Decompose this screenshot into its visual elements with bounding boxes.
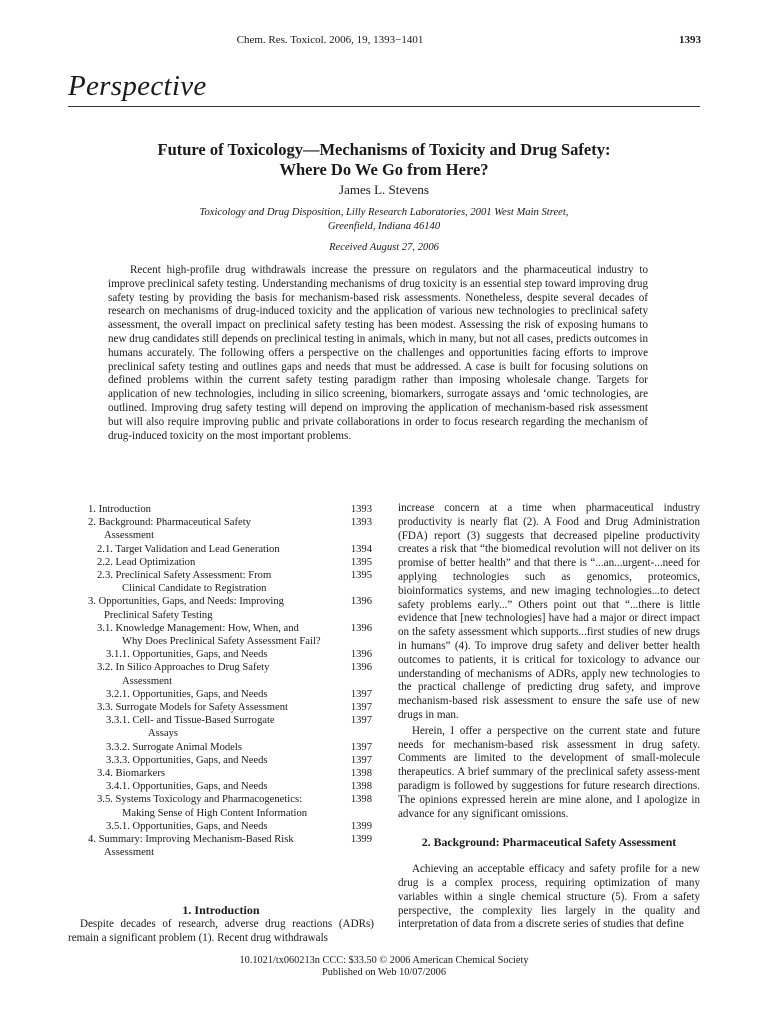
affiliation-line-1: Toxicology and Drug Disposition, Lilly Research Laboratories, 2001 West Main Street, bbox=[199, 207, 569, 218]
toc-entry-title: 3.5. Systems Toxicology and Pharmacogenetics: bbox=[97, 794, 303, 806]
toc-entry bbox=[88, 780, 372, 793]
section-label: Perspective bbox=[68, 70, 207, 102]
toc-entry-title: 2.3. Preclinical Safety Assessment: From bbox=[97, 570, 272, 582]
toc-entry-title: 3.1.1. Opportunities, Gaps, and Needs bbox=[106, 649, 268, 661]
toc-entry-title: 3.5.1. Opportunities, Gaps, and Needs bbox=[106, 820, 268, 832]
toc-entry-title: 2. Background: Pharmaceutical Safety bbox=[88, 517, 251, 529]
author: James L. Stevens bbox=[339, 182, 429, 197]
toc-entry-page: 1396 bbox=[350, 622, 372, 634]
toc-entry-title-continued: Assays bbox=[148, 728, 179, 740]
toc-entry-page: 1398 bbox=[350, 768, 372, 780]
toc-entry-page: 1398 bbox=[350, 781, 372, 793]
toc-entry bbox=[88, 820, 372, 833]
title-line-1: Future of Toxicology—Mechanisms of Toxicity and Drug Safety: bbox=[157, 140, 611, 159]
toc-entry bbox=[88, 595, 372, 621]
toc-entry bbox=[88, 622, 372, 648]
toc-entry-title: 4. Summary: Improving Mechanism-Based Risk bbox=[88, 834, 294, 846]
toc-entry-page: 1397 bbox=[350, 741, 372, 753]
article-title bbox=[68, 140, 700, 180]
toc-entry-page: 1399 bbox=[350, 820, 372, 832]
toc-entry bbox=[88, 754, 372, 767]
toc-entry-page: 1396 bbox=[350, 649, 372, 661]
toc-entry-title-continued: Clinical Candidate to Registration bbox=[122, 583, 267, 595]
toc-entry-title-continued: Assessment bbox=[122, 675, 173, 687]
toc-entry-title: 1. Introduction bbox=[88, 504, 151, 515]
toc-entry-title: 3.2. In Silico Approaches to Drug Safety bbox=[97, 662, 270, 674]
toc-entry bbox=[88, 793, 372, 819]
toc-entry-title-continued: Assessment bbox=[104, 530, 155, 542]
toc-entry bbox=[88, 701, 372, 714]
toc-entry bbox=[88, 688, 372, 701]
toc-entry bbox=[88, 767, 372, 780]
affiliation-line-2: Greenfield, Indiana 46140 bbox=[327, 221, 441, 232]
footer bbox=[68, 955, 700, 980]
toc-entry bbox=[88, 661, 372, 687]
toc-entry-title: 3. Opportunities, Gaps, and Needs: Improving bbox=[88, 596, 284, 608]
toc-entry-title-continued: Why Does Preclinical Safety Assessment Fail? bbox=[122, 636, 321, 648]
toc-entry-title: 3.4.1. Opportunities, Gaps, and Needs bbox=[106, 781, 268, 793]
footer-doi-copyright: 10.1021/tx060213n CCC: $33.50 © 2006 American Chemical Society bbox=[239, 955, 529, 966]
toc-entry-page: 1395 bbox=[350, 556, 372, 568]
right-column bbox=[398, 502, 700, 932]
toc-entry-title: 3.1. Knowledge Management: How, When, and bbox=[97, 622, 299, 634]
introduction-text: Despite decades of research, adverse drug reactions (ADRs) remain a significant problem (1). Recent drug withdrawals bbox=[68, 918, 374, 944]
toc-entry-title-continued: Assessment bbox=[104, 847, 155, 859]
toc-entry bbox=[88, 648, 372, 661]
toc-entry-page: 1396 bbox=[350, 596, 372, 608]
toc-entry-title: 3.2.1. Opportunities, Gaps, and Needs bbox=[106, 688, 268, 700]
toc-entry-page: 1397 bbox=[350, 702, 372, 714]
section-2-heading: 2. Background: Pharmaceutical Safety Assessment bbox=[421, 835, 677, 850]
received-date: Received August 27, 2006 bbox=[329, 242, 439, 253]
toc-entry-page: 1397 bbox=[350, 715, 372, 727]
toc-entry bbox=[88, 503, 372, 516]
toc-entry-title: 3.3.2. Surrogate Animal Models bbox=[106, 741, 242, 753]
body-paragraph: Achieving an acceptable efficacy and safety profile for a new drug is a complex process, requiring optimization of many variables within a single chemical structure (5). From a safety perspective, the complexity lies largely in the quality and interpretation of data from a discrete series of studies that define bbox=[398, 863, 700, 931]
toc-entry-title-continued: Making Sense of High Content Information bbox=[122, 807, 308, 819]
header-rule bbox=[68, 106, 700, 107]
table-of-contents bbox=[88, 503, 372, 859]
toc-entry-page: 1398 bbox=[350, 794, 372, 806]
abstract: Recent high-profile drug withdrawals increase the pressure on regulators and the pharmaceutical industry to improve preclinical safety testing. Understanding mechanisms of drug toxicity is an essential step toward improving drug safety testing by providing the basis for mechanism-based risk assessments. Nonetheless, despite several decades of research on mechanisms of drug-induced toxicity and the application of various new technologies to preclinical safety assessment, the overall impact on preclinical safety testing has been modest. Assessing the risk of exposing humans to new drug candidates still depends on preclinical testing in animals, which in many, but not all cases, predicts outcomes in humans accurately. The following offers a perspective on the challenges and opportunities facing efforts to improve preclinical safety testing and outlines gaps and needs that must be addressed. A case is built for focusing solutions on defined problems within the current safety testing paradigm rather than imposing wholesale change. Targets for application of new technologies, including in silico screening, biomarkers, surrogate assays and ‘omic technologies, are outlined. Improving drug safety testing will depend on improving the application of mechanism-based risk assessment but will also require improving public and private collaborations in order to focus research regarding the mechanism of drug-induced toxicity on the most important problems. bbox=[108, 264, 648, 442]
toc-entry bbox=[88, 714, 372, 740]
toc-entry-title: 2.1. Target Validation and Lead Generation bbox=[97, 543, 280, 555]
body-paragraph: Herein, I offer a perspective on the current state and future needs for mechanism-based risk assessment in drug safety. Comments are limited to the development of small-molecule therapeutics. A brief summary of the preclinical safety assess-ment paradigm is followed by suggestions for future research directions. The opinions expressed herein are mine alone, and I apologize in advance for any significant omissions. bbox=[398, 724, 700, 820]
toc-entry-title: 3.3.3. Opportunities, Gaps, and Needs bbox=[106, 754, 268, 766]
toc-entry-page: 1397 bbox=[350, 688, 372, 700]
toc-entry-title: 3.3.1. Cell- and Tissue-Based Surrogate bbox=[106, 715, 275, 727]
toc-entry-page: 1396 bbox=[350, 662, 372, 674]
introduction-heading: 1. Introduction bbox=[182, 903, 260, 917]
toc-entry bbox=[88, 741, 372, 754]
body-paragraph: increase concern at a time when pharmaceutical industry productivity is nearly flat (2). A Food and Drug Administration (FDA) report (3) suggests that decreased pipeline productivity creates a risk that “the biomedical revolution will not deliver on its promise of better health” and that there is “...an...urgent-...need for applying technologies such as genomics, proteomics, bioinformatics systems, and new imaging technologies...to detect safety problems early...” Others point out that “...there is little evidence that [new technologies] have had a major or direct impact on the safety assessment which supports...first studies of new drugs in humans” (4). To improve drug safety and deliver better health outcomes to patients, it is critical for toxicology to advance our understanding of mechanisms of ADRs, apply new technologies to the practical challenge of predicting drug safety, and improve mechanism-based risk assessment to ensure the safe use of new drugs in man. bbox=[398, 502, 700, 721]
toc-entry-page: 1397 bbox=[350, 754, 372, 766]
toc-entry-page: 1393 bbox=[350, 504, 372, 515]
toc-entry-page: 1393 bbox=[350, 517, 372, 529]
footer-published: Published on Web 10/07/2006 bbox=[322, 967, 446, 979]
toc-entry-title: 3.4. Biomarkers bbox=[97, 768, 165, 780]
toc-entry-title: 3.3. Surrogate Models for Safety Assessment bbox=[97, 702, 288, 714]
title-line-2: Where Do We Go from Here? bbox=[279, 160, 489, 179]
toc-entry-title-continued: Preclinical Safety Testing bbox=[104, 609, 213, 621]
page-number: 1393 bbox=[679, 34, 701, 46]
affiliation bbox=[68, 206, 700, 234]
toc-entry bbox=[88, 569, 372, 595]
journal-reference: Chem. Res. Toxicol. 2006, 19, 1393−1401 bbox=[236, 34, 424, 46]
toc-entry bbox=[88, 556, 372, 569]
toc-entry-page: 1394 bbox=[350, 543, 372, 555]
toc-entry bbox=[88, 833, 372, 859]
toc-entry-page: 1395 bbox=[350, 570, 372, 582]
toc-entry-page: 1399 bbox=[350, 834, 372, 846]
toc-entry-title: 2.2. Lead Optimization bbox=[97, 556, 196, 568]
toc-entry bbox=[88, 543, 372, 556]
toc-entry bbox=[88, 516, 372, 542]
